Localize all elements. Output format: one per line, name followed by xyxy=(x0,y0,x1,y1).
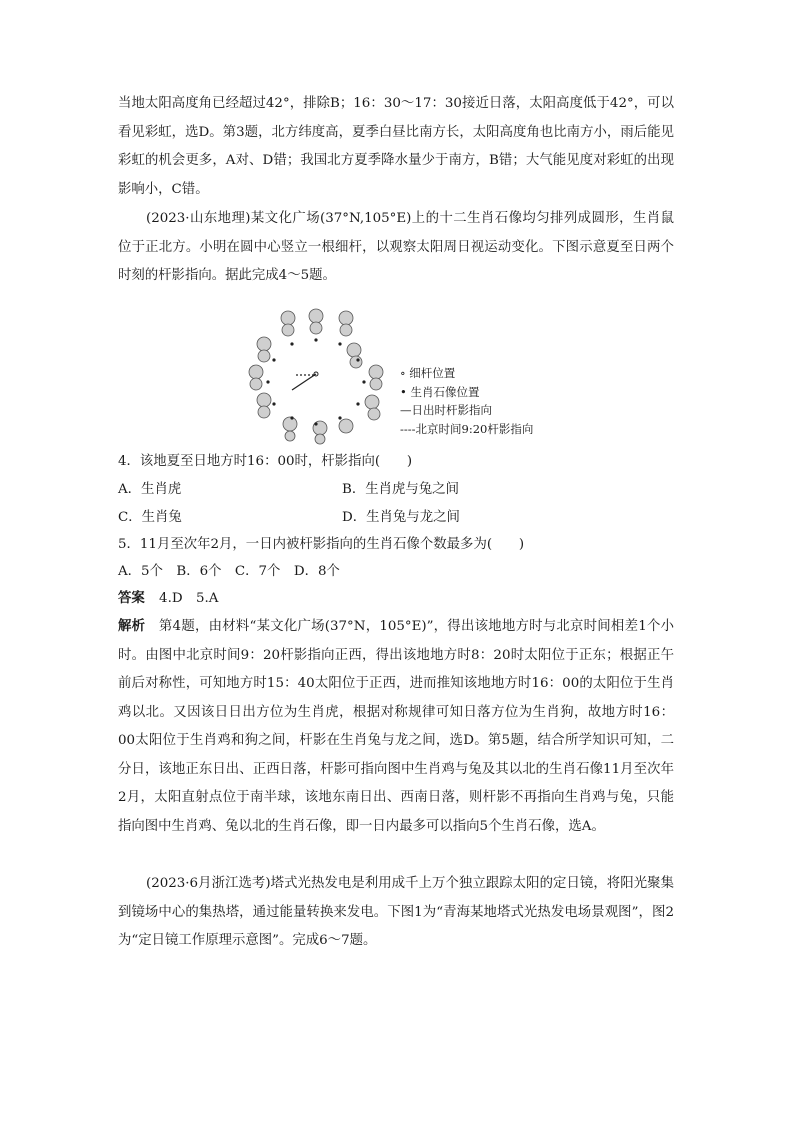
answer-label: 答案 xyxy=(118,591,145,606)
q4-stem: 4．该地夏至日地方时16：00时，杆影指向( ) xyxy=(118,454,413,469)
legend-beijing-shadow: ----北京时间9:20杆影指向 xyxy=(400,421,534,436)
analysis-text: 第4题，由材料“某文化广场(37°N，105°E)”，得出该地地方时与北京时间相差1个小时。由图中北京时间9：20杆影指向正西，得出该地地方时8：20时太阳位于正东；根据正午前后对称性，可知地方时15：40太阳位于正西，进而推知该地地方时16：00的太阳位于生肖鸡以北。又因该日日出方位为生肖虎，根据对称规律可知日落方位为生肖狗，故地方时16：00太阳位于生肖鸡和狗之间，杆影在生肖兔与龙之间，选D。第5题，结合所学知识可知，二分日，该地正东日出、正西日落，杆影可指向图中生肖鸡与兔及其以北的生肖石像11月至次年2月，太阳直射点位于南半球，该地东南日出、西南日落，则杆影不再指向生肖鸡与兔，只能指向图中生肖鸡、兔以北的生肖石像，即一日内最多可以指向5个生肖石像，选A。 xyxy=(118,619,674,834)
q5-options: A．5个 B．6个 C．7个 D．8个 xyxy=(118,564,340,579)
legend-sunrise-shadow: —日出时杆影指向 xyxy=(400,403,492,417)
q4-option-d: D．生肖兔与龙之间 xyxy=(342,510,460,525)
figure-legend xyxy=(400,364,533,438)
goat-icon xyxy=(283,417,297,441)
snake-icon xyxy=(339,419,353,433)
material-paragraph: (2023·山东地理)某文化广场(37°N,105°E)上的十二生肖石像均匀排列成圆形，生肖鼠位于正北方。小明在圆中心竖立一根细杆，以观察太阳周日视运动变化。下图示意夏至日两个时刻的杆影指向。据此完成4～5题。 xyxy=(118,211,674,283)
q5-stem: 5．11月至次年2月，一日内被杆影指向的生肖石像个数最多为( ) xyxy=(118,537,525,552)
q4-option-c: C．生肖兔 xyxy=(118,510,182,525)
monkey-icon xyxy=(257,393,271,418)
legend-pole: ∘ 细杆位置 xyxy=(400,366,456,380)
analysis-paragraph xyxy=(118,613,674,841)
ox-icon xyxy=(339,311,353,336)
intro-paragraph: 当地太阳高度角已经超过42°，排除B；16：30～17：30接近日落，太阳高度低于42°，可以看见彩虹，选D。第3题，北方纬度高，夏季白昼比南方长，太阳高度角也比南方小，雨后能见彩虹的机会更多，A对、D错；我国北方夏季降水量少于南方，B错；大气能见度对彩虹的出现影响小，C错。 xyxy=(118,96,674,197)
rooster-icon xyxy=(249,365,263,390)
answer-line xyxy=(118,589,218,609)
q4-option-b: B．生肖虎与兔之间 xyxy=(342,482,459,497)
rat-icon xyxy=(309,309,323,334)
pig-icon xyxy=(281,311,295,336)
analysis-label: 解析 xyxy=(118,619,146,634)
dog-icon xyxy=(257,337,271,362)
rabbit-icon xyxy=(369,365,383,390)
q4-option-a: A．生肖虎 xyxy=(118,482,182,497)
legend-statue: • 生肖石像位置 xyxy=(400,384,480,399)
answer-value: 4.D 5.A xyxy=(159,591,219,606)
tiger-icon xyxy=(347,343,362,368)
dragon-icon xyxy=(365,395,380,420)
sunrise-shadow-line xyxy=(292,374,316,390)
next-material-paragraph: (2023·6月浙江选考)塔式光热发电是利用成千上万个独立跟踪太阳的定日镜，将阳光聚集到镜场中心的集热塔，通过能量转换来发电。下图1为“青海某地塔式光热发电场景观图”，图2为“定日镜工作原理示意图”。完成6～7题。 xyxy=(118,876,674,948)
